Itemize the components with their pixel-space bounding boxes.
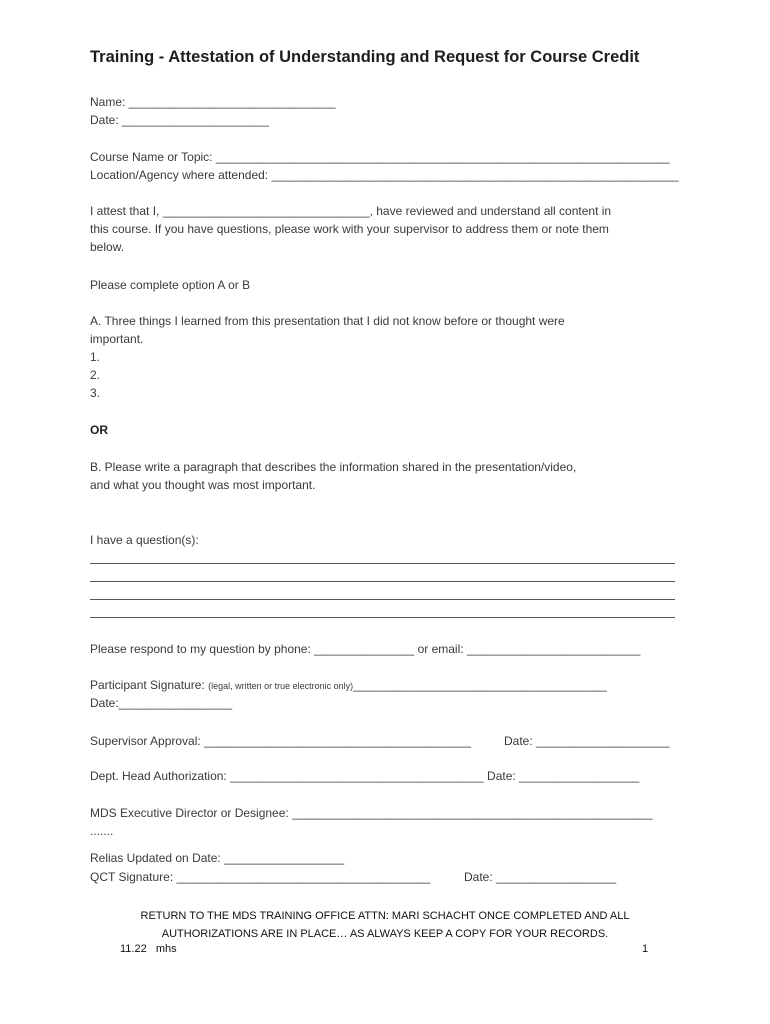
- mds-director-field[interactable]: MDS Executive Director or Designee: ______________________________________________________: [90, 806, 653, 820]
- participant-signature-field[interactable]: [90, 676, 607, 695]
- attestation-line-1: I attest that I, _______________________________, have reviewed and understand all content in: [90, 204, 612, 218]
- qct-date-field[interactable]: Date: __________________: [464, 870, 617, 884]
- document-title: Training - Attestation of Understanding and Request for Course Credit: [90, 48, 640, 66]
- option-b-line-2: and what you thought was most important.: [90, 478, 316, 492]
- location-field[interactable]: Location/Agency where attended: _____________________________________________________________: [90, 168, 679, 182]
- footer-instruction-line-2: AUTHORIZATIONS ARE IN PLACE… AS ALWAYS KEEP A COPY FOR YOUR RECORDS.: [161, 928, 609, 940]
- participant-signature-label: Participant Signature:: [90, 678, 209, 692]
- question-answer-line-3[interactable]: [90, 599, 675, 600]
- supervisor-date-field[interactable]: Date: ____________________: [504, 734, 670, 748]
- option-a-line-1: A. Three things I learned from this presentation that I did not know before or thought were: [90, 314, 565, 328]
- attestation-line-2: this course. If you have questions, please work with your supervisor to address them or note them: [90, 222, 609, 236]
- participant-signature-note: (legal, written or true electronic only): [208, 681, 354, 691]
- course-name-field[interactable]: Course Name or Topic: ____________________________________________________________________: [90, 150, 670, 164]
- mds-dots: .......: [90, 824, 114, 838]
- respond-contact-field[interactable]: Please respond to my question by phone: _______________ or email: __________________________: [90, 642, 641, 656]
- list-item-2[interactable]: 2.: [90, 368, 101, 382]
- page-number: 1: [642, 943, 649, 955]
- list-item-1[interactable]: 1.: [90, 350, 101, 364]
- attestation-line-3: below.: [90, 240, 125, 254]
- question-answer-line-2[interactable]: [90, 581, 675, 582]
- or-separator: OR: [90, 423, 108, 437]
- qct-signature-field[interactable]: QCT Signature: ______________________________________: [90, 870, 431, 884]
- dept-head-authorization-field[interactable]: Dept. Head Authorization: ______________________________________ Date: __________________: [90, 769, 640, 783]
- question-answer-line-1[interactable]: [90, 563, 675, 564]
- participant-date-field[interactable]: Date:_________________: [90, 696, 233, 710]
- supervisor-approval-field[interactable]: Supervisor Approval: ________________________________________: [90, 734, 472, 748]
- participant-signature-blank[interactable]: ______________________________________: [353, 678, 607, 692]
- relias-date-field[interactable]: Relias Updated on Date: __________________: [90, 851, 345, 865]
- question-answer-line-4[interactable]: [90, 617, 675, 618]
- list-item-3[interactable]: 3.: [90, 386, 101, 400]
- date-field[interactable]: Date: ______________________: [90, 113, 269, 127]
- option-b-line-1: B. Please write a paragraph that describes the information shared in the presentation/video,: [90, 460, 577, 474]
- option-prompt: Please complete option A or B: [90, 278, 251, 292]
- question-label: I have a question(s):: [90, 533, 199, 547]
- option-a-line-2: important.: [90, 332, 144, 346]
- version-code: 11.22 mhs: [120, 943, 177, 955]
- name-field[interactable]: Name: _______________________________: [90, 95, 336, 109]
- footer-instruction-line-1: RETURN TO THE MDS TRAINING OFFICE ATTN: MARI SCHACHT ONCE COMPLETED AND ALL: [140, 910, 630, 922]
